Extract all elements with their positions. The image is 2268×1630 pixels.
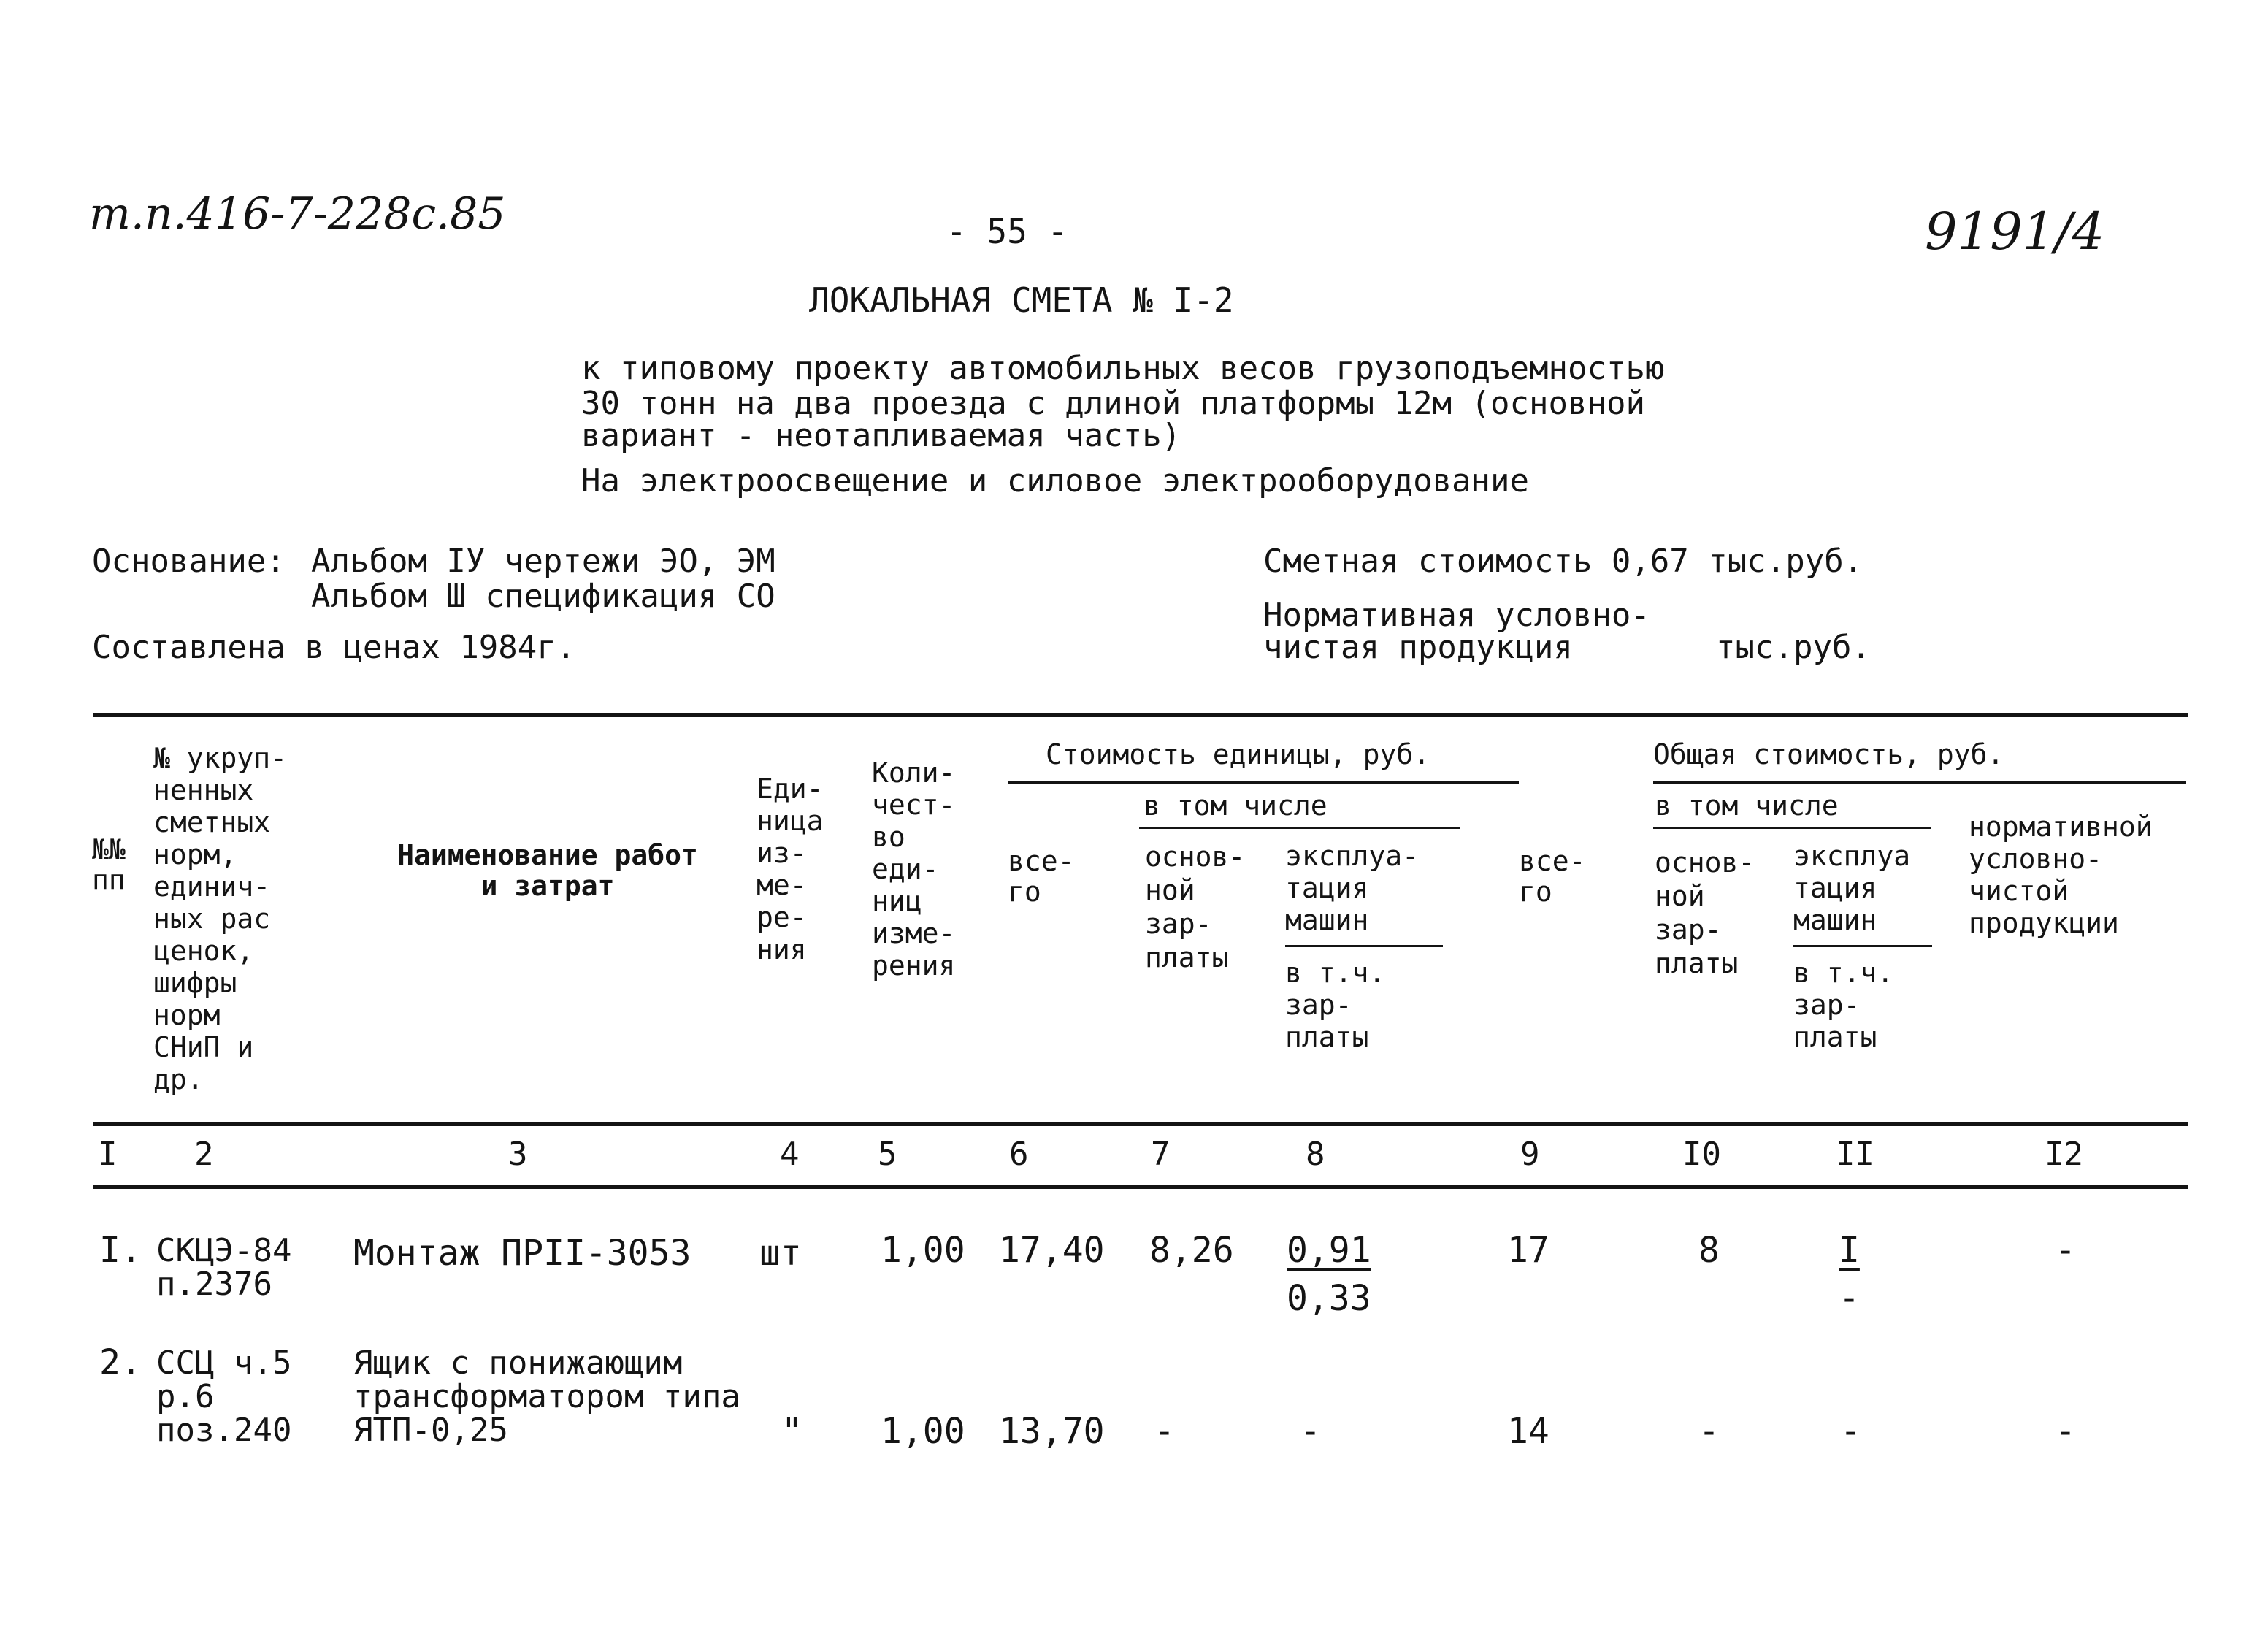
col-header-unit-wage: основ- ной зар- платы xyxy=(1145,841,1246,973)
normative-line-2: чистая продукция xyxy=(1263,629,1573,666)
row-number: I. xyxy=(99,1230,142,1271)
total-cost-group-header: Общая стоимость, руб. xyxy=(1653,738,2004,770)
total-mach-rule xyxy=(1793,945,1932,947)
prices-year: Составлена в ценах 1984г. xyxy=(92,629,576,666)
subtitle-line-3: вариант - неотапливаемая часть) xyxy=(581,417,1181,454)
page-number: - 55 - xyxy=(946,212,1068,251)
col-header-name: Наименование работ и затрат xyxy=(397,839,698,902)
col-number-8: 8 xyxy=(1306,1136,1325,1173)
header-bottom-rule xyxy=(93,1122,2188,1126)
row-unit-mach: - xyxy=(1300,1411,1321,1452)
normative-line-1: Нормативная условно- xyxy=(1263,597,1650,634)
row-total: 14 xyxy=(1507,1411,1549,1452)
scope-line: На электроосвещение и силовое электрооборудование xyxy=(581,462,1530,500)
row-unit-mach: 0,91 xyxy=(1287,1230,1371,1271)
row-number: 2. xyxy=(99,1342,142,1383)
row-qty: 1,00 xyxy=(881,1230,965,1271)
col-number-11: II xyxy=(1836,1136,1874,1173)
row-name: Монтаж ПРII-3053 xyxy=(353,1233,691,1274)
col-header-code: № укруп- ненных сметных норм, единич- ных рас ценок, шифры норм СНиП и др. xyxy=(153,742,288,1095)
col-number-5: 5 xyxy=(878,1136,897,1173)
col-number-3: 3 xyxy=(508,1136,528,1173)
col-number-9: 9 xyxy=(1520,1136,1540,1173)
unit-incl-rule xyxy=(1139,827,1460,829)
row-qty: 1,00 xyxy=(881,1411,965,1452)
row-unit: " xyxy=(781,1411,802,1452)
basis-line-2: Альбом Ш спецификация СО xyxy=(311,578,775,615)
subtitle-line-1: к типовому проекту автомобильных весов грузоподъемностью xyxy=(581,350,1665,387)
row-normative: - xyxy=(2055,1411,2076,1452)
col-header-number: №№ пп xyxy=(92,833,126,896)
row-unit-wage: - xyxy=(1154,1411,1175,1452)
row-total-wage: - xyxy=(1698,1411,1720,1452)
estimate-title: ЛОКАЛЬНАЯ СМЕТА № I-2 xyxy=(809,280,1234,320)
basis-label: Основание: xyxy=(92,543,286,580)
col-number-7: 7 xyxy=(1151,1136,1171,1173)
unit-cost-group-rule xyxy=(1008,781,1519,784)
row-total-wage: 8 xyxy=(1698,1230,1720,1271)
col-header-unit: Еди- ница из- ме- ре- ния xyxy=(756,773,824,965)
row-total-mach: - xyxy=(1840,1411,1861,1452)
row-code: ССЦ ч.5 р.6 поз.240 xyxy=(156,1344,292,1449)
col-header-total: все- го xyxy=(1519,845,1586,908)
row-normative: - xyxy=(2055,1230,2076,1271)
col-header-unit-mach: эксплуа- тация машин xyxy=(1285,840,1420,936)
normative-unit: тыс.руб. xyxy=(1716,629,1871,666)
col-number-1: I xyxy=(98,1136,118,1173)
row-total-mach: I xyxy=(1839,1230,1860,1271)
col-number-2: 2 xyxy=(194,1136,214,1173)
col-number-4: 4 xyxy=(780,1136,800,1173)
row-unit-total: 13,70 xyxy=(999,1411,1105,1452)
total-incl-rule xyxy=(1653,827,1931,829)
unit-mach-rule xyxy=(1285,945,1443,947)
col-header-unit-mach-wage: в т.ч. зар- платы xyxy=(1285,957,1386,1053)
total-incl-header: в том числе xyxy=(1655,789,1839,822)
row-name: Ящик с понижающим трансформатором типа ЯТП-0,25 xyxy=(353,1344,740,1449)
col-header-total-mach: эксплуа тация машин xyxy=(1793,840,1911,936)
col-header-unit-total: все- го xyxy=(1008,845,1075,908)
row-unit-total: 17,40 xyxy=(999,1230,1105,1271)
document-code: т.п.416-7-228с.85 xyxy=(89,188,506,240)
unit-incl-header: в том числе xyxy=(1143,789,1328,822)
row-total: 17 xyxy=(1507,1230,1549,1271)
col-header-total-mach-wage: в т.ч. зар- платы xyxy=(1793,957,1894,1053)
col-number-10: I0 xyxy=(1682,1136,1721,1173)
row-unit-mach-wage: 0,33 xyxy=(1287,1278,1371,1319)
col-header-total-wage: основ- ной зар- платы xyxy=(1655,846,1755,979)
col-header-qty: Коли- чест- во еди- ниц изме- рения xyxy=(872,757,956,982)
row-unit: шт xyxy=(759,1233,802,1274)
numbers-bottom-rule xyxy=(93,1185,2188,1189)
total-cost-group-rule xyxy=(1653,781,2186,784)
basis-line-1: Альбом IУ чертежи ЭО, ЭМ xyxy=(311,543,775,580)
row-total-mach-wage: - xyxy=(1839,1278,1860,1319)
archive-number: 9191/4 xyxy=(1925,202,2105,261)
subtitle-line-2: 30 тонн на два проезда с длиной платформы 12м (основной xyxy=(581,385,1645,422)
row-code: СКЦЭ-84 п.2376 xyxy=(156,1232,292,1303)
estimated-cost: Сметная стоимость 0,67 тыс.руб. xyxy=(1263,543,1863,580)
col-header-normative: нормативной условно- чистой продукции xyxy=(1969,811,2153,939)
col-number-6: 6 xyxy=(1009,1136,1029,1173)
table-top-rule xyxy=(93,713,2188,717)
unit-cost-group-header: Стоимость единицы, руб. xyxy=(1046,738,1430,770)
col-number-12: I2 xyxy=(2045,1136,2083,1173)
row-unit-wage: 8,26 xyxy=(1149,1230,1234,1271)
